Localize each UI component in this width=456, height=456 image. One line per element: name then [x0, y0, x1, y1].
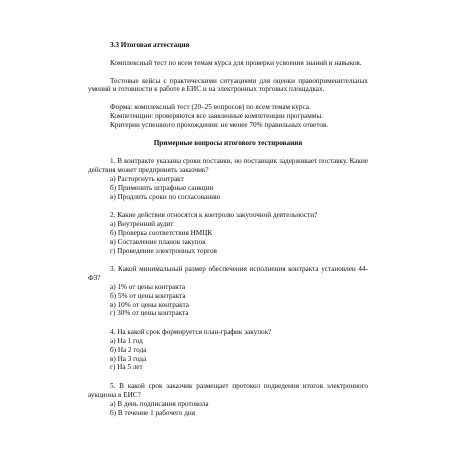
section-title: 3.3 Итоговая аттестация	[110, 41, 190, 49]
criteria-block	[88, 103, 368, 129]
question	[88, 157, 368, 201]
answer-option: в) На 3 года	[110, 354, 147, 363]
subtitle: Примерные вопросы итогового тестирования	[153, 138, 303, 147]
question-text: 5. В какой срок заказчик размещает протокол подведения итогов электронного аукциона в ЕИС?	[88, 382, 368, 399]
answer-option: б) 5% от цены контракта	[110, 291, 186, 300]
answer-option: г) 30% от цены контракта	[110, 309, 189, 318]
answer-option: а) На 1 год	[110, 336, 143, 345]
question-text: 3. Какой минимальный размер обеспечения исполнения контракта установлен 44-ФЗ?	[88, 265, 368, 283]
answer-option: а) Расторгнуть контракт	[110, 174, 184, 183]
paragraph: Тестовые кейсы с практическими ситуациями для оценки правоприменительных умений и готовности к работе в ЕИС и на электронных торговых площадках.	[88, 76, 368, 94]
criteria-competencies: Компетенции: проверяются все заявленные компетенции программы.	[110, 111, 323, 120]
criteria-form: Форма: комплексный тест (20–25 вопросов) по всем темам курса.	[110, 103, 311, 112]
answer-option: в) Продлить сроки по согласованию	[110, 192, 221, 201]
answer-option: в) 10% от цены контракта	[110, 300, 189, 309]
question	[88, 328, 368, 372]
answer-option: а) В день подписания протокола	[110, 399, 209, 408]
answer-option: а) Внутренний аудит	[110, 220, 174, 229]
answer-option: а) 1% от цены контракта	[110, 282, 186, 291]
answer-option: в) Составление планов закупок	[110, 237, 206, 246]
question	[88, 382, 368, 417]
answer-option: б) Применить штрафные санкции	[110, 183, 214, 192]
question	[88, 265, 368, 318]
question	[88, 211, 368, 255]
question-text: 4. На какой срок формируется план-график закупок?	[110, 328, 272, 337]
paragraph: Комплексный тест по всем темам курса для проверки усвоения знаний и навыков.	[110, 58, 362, 67]
answer-option: г) Проведение электронных торгов	[110, 246, 217, 255]
answer-option: г) На 5 лет	[110, 363, 143, 372]
question-text: 1. В контракте указаны сроки поставки, но поставщик задерживает поставку. Какие действия может предпринять заказчик?	[88, 157, 368, 175]
answer-option: б) В течение 1 рабочего дня	[110, 408, 196, 417]
question-text: 2. Какие действия относятся к контролю закупочной деятельности?	[110, 211, 318, 220]
answer-option: б) Проверка соответствия НМЦК	[110, 228, 213, 237]
answer-option: б) На 2 года	[110, 345, 147, 354]
criteria-success: Критерии успешного прохождения: не менее 70% правильных ответов.	[110, 120, 329, 129]
